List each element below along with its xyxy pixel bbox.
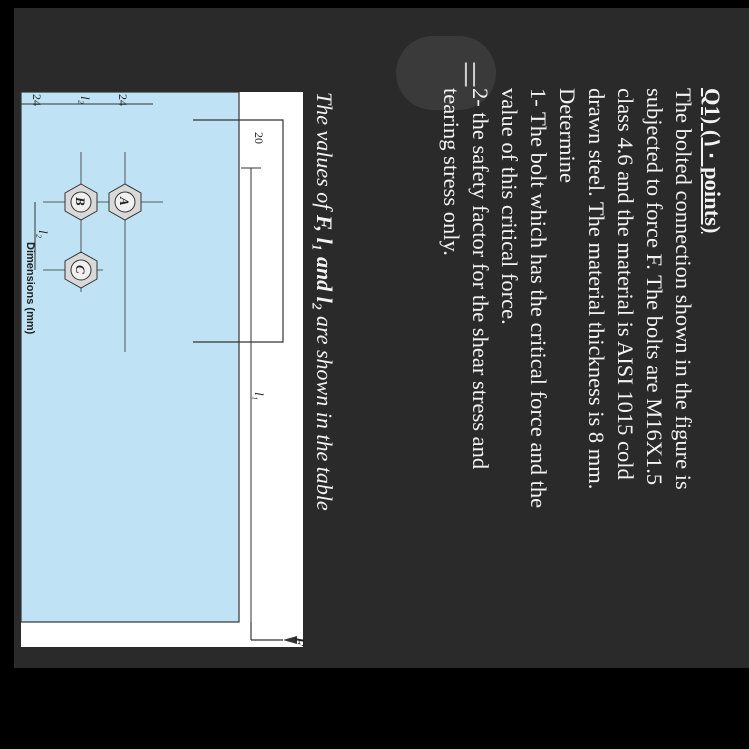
dim-l1-label: l₁: [252, 392, 267, 401]
bottom-band: [0, 720, 749, 749]
bolt-c-label: C: [73, 265, 88, 274]
body-line: The bolted connection shown in the figure is: [671, 88, 696, 490]
pause-handle-icon: ||: [461, 59, 479, 87]
dim-l2-horizontal-label: l₂: [36, 230, 51, 239]
question-heading: Q1) (١٠ points): [700, 88, 725, 234]
plate: [21, 92, 239, 622]
bolt-b-label: B: [73, 197, 88, 206]
body-line: value of this critical force.: [497, 88, 522, 325]
rotated-document-page: [14, 8, 749, 668]
dim-20-label: 20: [252, 132, 266, 144]
bolt-a-label: A: [117, 197, 132, 206]
body-line: 2- the safety factor for the shear stress and: [468, 88, 493, 470]
body-line: tearing stress only.: [439, 88, 464, 256]
body-line: class 4.6 and the material is AISI 1015 cold: [613, 88, 638, 480]
caption-prefix: The values of: [312, 92, 337, 215]
caption-variables: F, l₁ and l₂: [312, 214, 337, 311]
bolted-connection-figure: [21, 92, 306, 647]
body-line: subjected to force F. The bolts are M16X1.5: [642, 88, 667, 486]
dim-l2-vertical-label: l₂: [78, 96, 93, 105]
caption-suffix: are shown in the table: [312, 310, 337, 511]
body-line: 1- The bolt which has the critical force and the: [526, 88, 551, 509]
dim-24-left-label: 24: [30, 94, 44, 106]
question-body: [437, 88, 698, 663]
dim-24-top-label: 24: [116, 94, 130, 106]
figure-caption: [311, 92, 337, 662]
units-label: Dimensions (mm): [24, 242, 36, 335]
force-label: F: [291, 637, 306, 647]
body-line: drawn steel. The material thickness is 8 mm.: [584, 88, 609, 490]
body-line: Determine: [555, 88, 580, 183]
